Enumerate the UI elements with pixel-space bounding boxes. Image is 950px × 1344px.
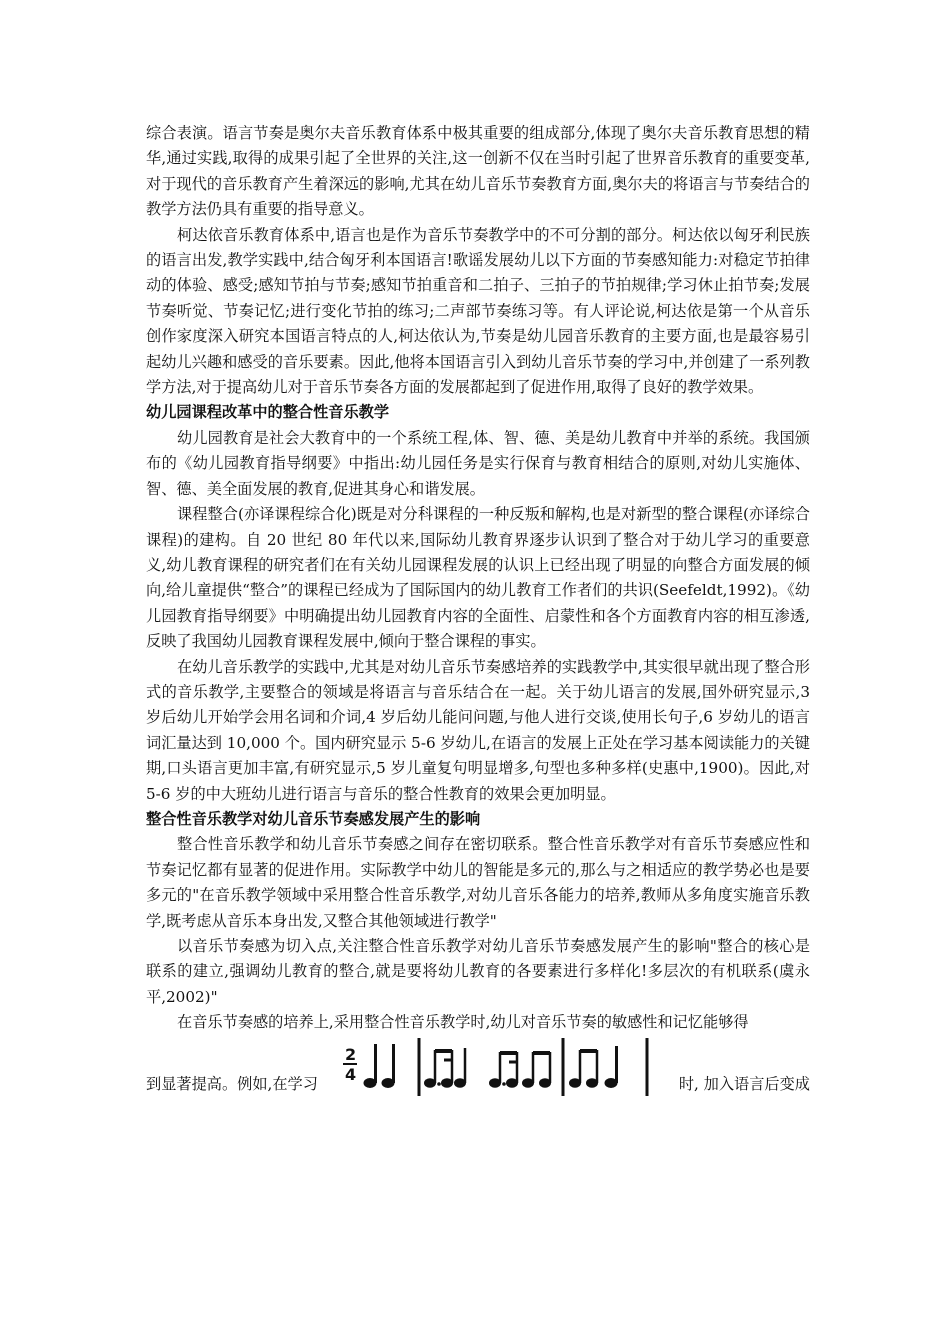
- section-heading-1: 幼儿园课程改革中的整合性音乐教学: [146, 403, 389, 422]
- time-signature-bottom: 4: [345, 1064, 357, 1084]
- paragraph-7: 以音乐节奏感为切入点,关注整合性音乐教学对幼儿音乐节奏感发展产生的影响"整合的核心是联系的建立,强调幼儿教育的整合,就是要将幼儿教育的各要素进行多样化!多层次的有机联系(虞永平,2002)": [146, 937, 810, 1006]
- paragraph-3: 幼儿园教育是社会大教育中的一个系统工程,体、智、德、美是幼儿教育中并举的系统。我国颁布的《幼儿园教育指导纲要》中指出:幼儿园任务是实行保育与教育相结合的原则,对幼儿实施体、智、德、美全面发展的教育,促进其身心和谐发展。: [146, 428, 810, 498]
- paragraph-8: 在音乐节奏感的培养上,采用整合性音乐教学时,幼儿对音乐节奏的敏感性和记忆能够得: [177, 1013, 749, 1032]
- measure-2: [424, 1048, 466, 1088]
- paragraph-2: 柯达依音乐教育体系中,语言也是作为音乐节奏教学中的不可分割的部分。柯达依以匈牙利民族的语言出发,教学实践中,结合匈牙利本国语言!歌谣发展幼儿以下方面的节奏感知能力:对稳定节拍律动的体验、感受;感知节拍与节奏;感知节拍重音和二拍子、三拍子的节拍规律;学习休止拍节奏;发展节奏听觉、节奏记忆;进行变化节拍的练习;二声部节奏练习等。有人评论说,柯达依是第一个从音乐创作家度深入研究本国语言特点的人,柯达依认为,节奏是幼儿园音乐教育的主要方面,也是最容易引起幼儿兴趣和感受的音乐要素。因此,他将本国语言引入到幼儿音乐节奏的学习中,并创建了一系列教学方法,对于提高幼儿对于音乐节奏各方面的发展都起到了促进作用,取得了良好的教学效果。: [146, 225, 810, 397]
- measure-3: [489, 1052, 551, 1088]
- music-line-text-before: 到显著提高。例如,在学习: [146, 1075, 318, 1094]
- measure-1: [364, 1044, 395, 1088]
- document-page: [146, 121, 810, 1098]
- paragraph-1: 综合表演。语言节奏是奥尔夫音乐教育体系中极其重要的组成部分,体现了奥尔夫音乐教育思想的精华,通过实践,取得的成果引起了全世界的关注,这一创新不仅在当时引起了世界音乐教育的重要变革,对于现代的音乐教育产生着深远的影响,尤其在幼儿音乐节奏教育方面,奥尔夫的将语言与节奏结合的教学方法仍具有重要的指导意义。: [146, 124, 810, 219]
- music-line: [146, 1038, 810, 1098]
- music-line-text-after: 时, 加入语言后变成: [678, 1075, 810, 1094]
- time-signature-top: 2: [345, 1044, 357, 1064]
- paragraph-5: 在幼儿音乐教学的实践中,尤其是对幼儿音乐节奏感培养的实践教学中,其实很早就出现了整合形式的音乐教学,主要整合的领域是将语言与音乐结合在一起。关于幼儿语言的发展,国外研究显示,3 岁后幼儿开始学会用名词和介词,4 岁后幼儿能问问题,与他人进行交谈,使用长句子,6 岁幼儿的语言词汇量达到 10,000 个。国内研究显示 5-6 岁幼儿,在语言的发展上正处在学习基本阅读能力的关键期,口头语言更加丰富,有研究显示,5 岁儿童复句明显增多,句型也多种多样(史惠中,1900)。因此,对 5-6 岁的中大班幼儿进行语言与音乐的整合性教育的效果会更加明显。: [146, 657, 810, 803]
- section-heading-2: 整合性音乐教学对幼儿音乐节奏感发展产生的影响: [146, 809, 481, 828]
- paragraph-6: 整合性音乐教学和幼儿音乐节奏感之间存在密切联系。整合性音乐教学对有音乐节奏感应性和节奏记忆都有显著的促进作用。实际教学中幼儿的智能是多元的,那么与之相适应的教学势必也是要多元的"在音乐教学领域中采用整合性音乐教学,对幼儿音乐各能力的培养,教师从多角度实施音乐教学,既考虑从音乐本身出发,又整合其他领域进行教学": [146, 835, 810, 930]
- rhythm-notation: [343, 1038, 653, 1098]
- measure-4: [569, 1046, 618, 1088]
- paragraph-4: 课程整合(亦译课程综合化)既是对分科课程的一种反叛和解构,也是对新型的整合课程(亦译综合课程)的建构。自 20 世纪 80 年代以来,国际幼儿教育界逐步认识到了整合对于幼儿学习的重要意义,幼儿教育课程的研究者们在有关幼儿园课程发展的认识上已经出现了明显的向整合方面发展的倾向,给儿童提供“整合”的课程已经成为了国际国内的幼儿教育工作者们的共识(Seefeldt,1992)。《幼儿园教育指导纲要》中明确提出幼儿园教育内容的全面性、启蒙性和各个方面教育内容的相互渗透,反映了我国幼儿园教育课程发展中,倾向于整合课程的事实。: [146, 505, 810, 651]
